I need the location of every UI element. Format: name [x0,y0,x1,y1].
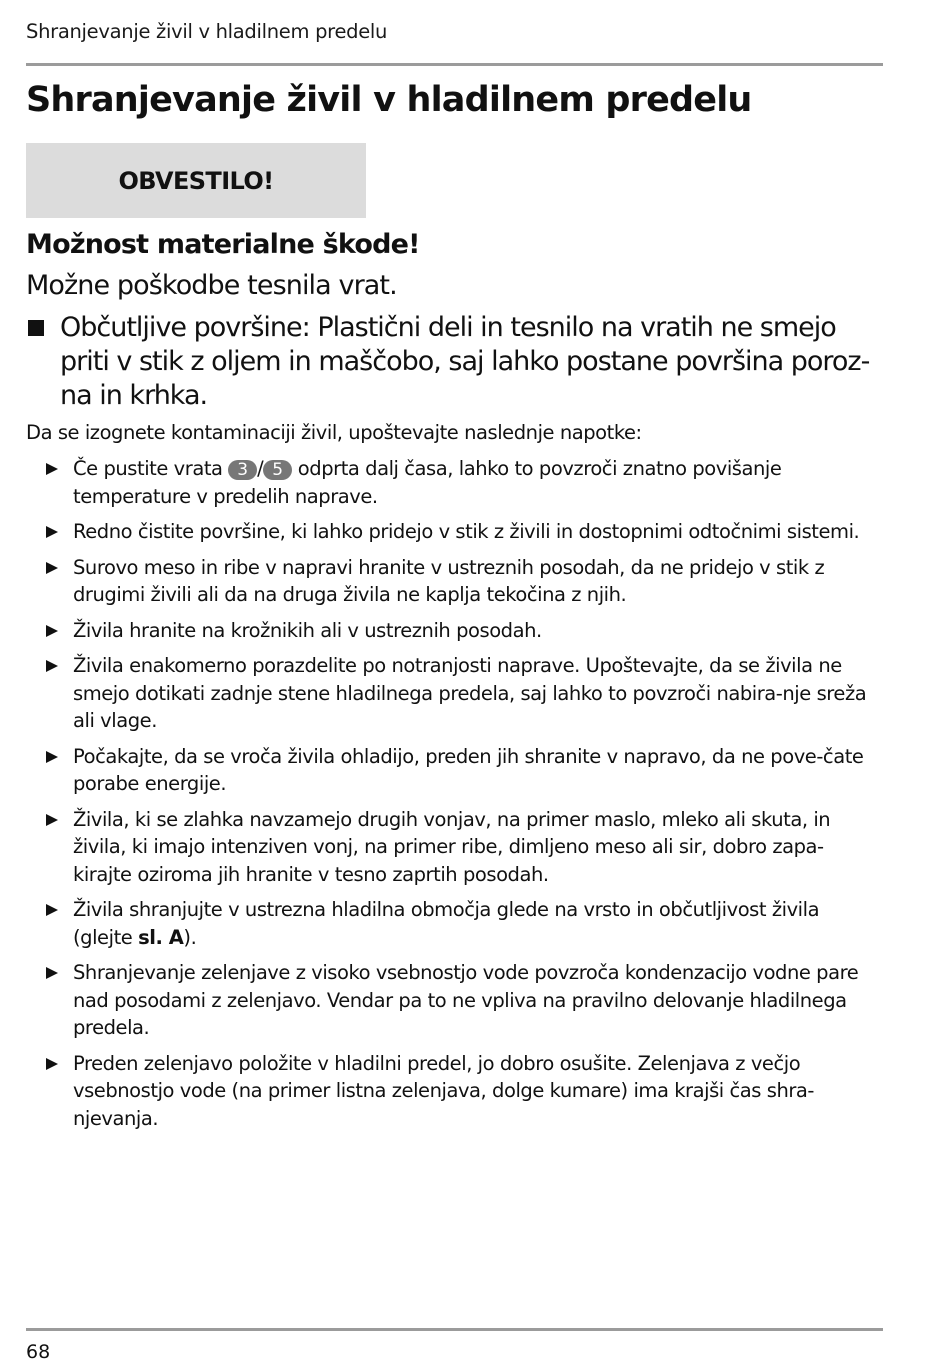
badge-separator: / [257,457,264,480]
tip-item [46,617,876,645]
tip-text: Živila, ki se zlahka navzamejo drugih vonjav, na primer maslo, mleko ali skuta, in živila, ki imajo intenziven vonj, na primer ribe, dimljeno meso ali sir, dobro zapa-kirajte oziroma jih hranite v tesno zaprtih posodah. [73,807,831,886]
page-title: Shranjevanje živil v hladilnem predelu [26,80,752,120]
tip-item [46,806,876,889]
notice-box [26,143,366,218]
tip-item [46,896,876,951]
square-bullet-icon [28,320,44,336]
tip-text: Počakajte, da se vroča živila ohladijo, preden jih shranite v napravo, da ne pove-čate porabe energije. [73,744,864,795]
tips-list [46,455,876,1140]
footer-divider [26,1328,883,1331]
triangle-bullet-icon [46,967,58,979]
tip-item [46,743,876,798]
tip-text-after: odprta dalj časa, lahko to povzroči znatno povišanje temperature v predelih naprave. [73,457,782,508]
tip-item [46,959,876,1042]
triangle-bullet-icon [46,562,58,574]
tip-text: Surovo meso in ribe v napravi hranite v ustreznih posodah, da ne pridejo v stik z drugimi živili ali da na druga živila ne kaplja tekočina z njih. [73,555,825,606]
warning-bullet [26,311,876,413]
triangle-bullet-icon [46,526,58,538]
tip-text: Shranjevanje zelenjave z visoko vsebnostjo vode povzroča kondenzacijo vodne pare nad posodami z zelenjavo. Vendar pa to ne vpliva na pravilno delovanje hladilnega predela. [73,961,859,1039]
tip-item [46,455,876,510]
warning-heading: Možnost materialne škode! [26,229,420,260]
triangle-bullet-icon [46,904,58,916]
figure-reference: sl. A [138,925,184,949]
warning-bullet-text: Občutljive površine: Plastični deli in tesnilo na vratih ne smejo priti v stik z oljem in maščobo, saj lahko postane površina poroz-na in krhka. [60,312,870,411]
tip-text-after: ). [183,925,197,949]
warning-text: Možne poškodbe tesnila vrat. [26,270,397,301]
triangle-bullet-icon [46,1058,58,1070]
tip-text: Preden zelenjavo položite v hladilni predel, jo dobro osušite. Zelenjava z večjo vsebnostjo vode (na primer listna zelenjava, dolge kumare) ima krajši čas shra-njevanja. [73,1051,815,1130]
triangle-bullet-icon [46,660,58,672]
tip-text-before: Živila shranjujte v ustrezna hladilna območja glede na vrsto in občutljivost živila (glejte [73,898,820,949]
tip-text-before: Če pustite vrata [73,457,229,480]
tip-text: Živila enakomerno porazdelite po notranjosti naprave. Upoštevajte, da se živila ne smejo dotikati zadnje stene hladilnega predela, saj lahko to povzroči nabira-nje sreža ali vlage. [73,654,867,732]
notice-label: OBVESTILO! [118,166,274,195]
triangle-bullet-icon [46,814,58,826]
tips-intro: Da se izognete kontaminaciji živil, upoštevajte naslednje napotke: [26,421,642,444]
tip-text: Redno čistite površine, ki lahko pridejo v stik z živili in dostopnimi odtočnimi sistemi. [73,520,860,543]
door-badge: 5 [263,460,292,480]
tip-item [46,554,876,609]
triangle-bullet-icon [46,751,58,763]
tip-item [46,1050,876,1133]
page-number: 68 [26,1341,51,1363]
triangle-bullet-icon [46,463,58,475]
header-divider [26,63,883,66]
running-header: Shranjevanje živil v hladilnem predelu [26,20,388,43]
tip-text: Živila hranite na krožnikih ali v ustreznih posodah. [73,618,542,642]
tip-item [46,652,876,735]
triangle-bullet-icon [46,625,58,637]
door-badge: 3 [228,460,257,480]
tip-item [46,518,876,546]
